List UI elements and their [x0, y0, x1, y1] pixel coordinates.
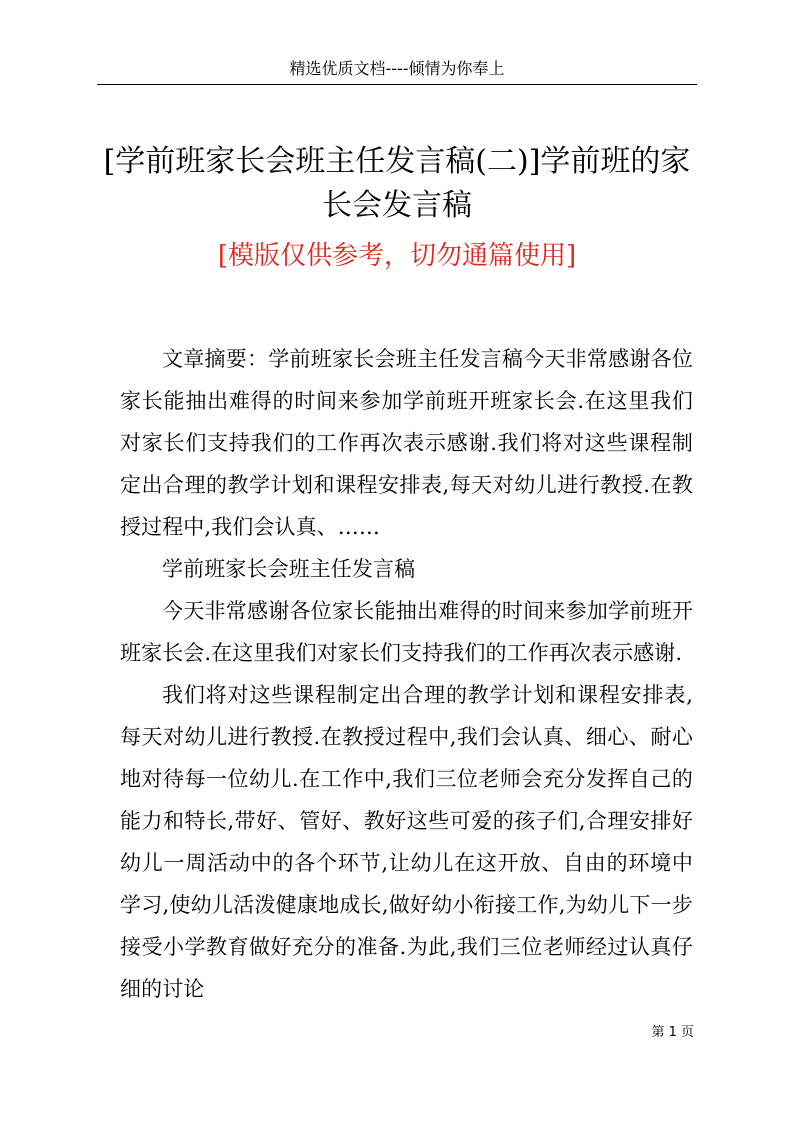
- paragraph-heading: 学前班家长会班主任发言稿: [162, 557, 416, 581]
- page-number: 第 1 页: [651, 1025, 694, 1040]
- paragraph-abstract: 文章摘要：学前班家长会班主任发言稿今天非常感谢各位家长能抽出难得的时间来参加学前班开班家长会.在这里我们对家长们支持我们的工作再次表示感谢.我们将对这些课程制定出合理的教学计划和课程安排表,每天对幼儿进行教授.在教授过程中,我们会认真、……: [120, 347, 693, 539]
- paragraph-thanks: 今天非常感谢各位家长能抽出难得的时间来参加学前班开班家长会.在这里我们对家长们支持我们的工作再次表示感谢.: [120, 599, 693, 665]
- page-header: 精选优质文档----倾情为你奉上: [289, 59, 505, 78]
- document-body: [120, 338, 693, 1010]
- header-divider: [97, 84, 697, 85]
- template-notice: [模版仅供参考，切勿通篇使用]: [217, 241, 577, 271]
- paragraph-plan: 我们将对这些课程制定出合理的教学计划和课程安排表,每天对幼儿进行教授.在教授过程中,我们会认真、细心、耐心地对待每一位幼儿.在工作中,我们三位老师会充分发挥自己的能力和特长,带好、管好、教好这些可爱的孩子们,合理安排好幼儿一周活动中的各个环节,让幼儿在这开放、自由的环境中学习,使幼儿活泼健康地成长,做好幼小衔接工作,为幼儿下一步接受小学教育做好充分的准备.为此,我们三位老师经过认真仔细的讨论: [120, 683, 693, 1001]
- document-title: [学前班家长会班主任发言稿(二)]学前班的家长会发言稿: [103, 144, 691, 223]
